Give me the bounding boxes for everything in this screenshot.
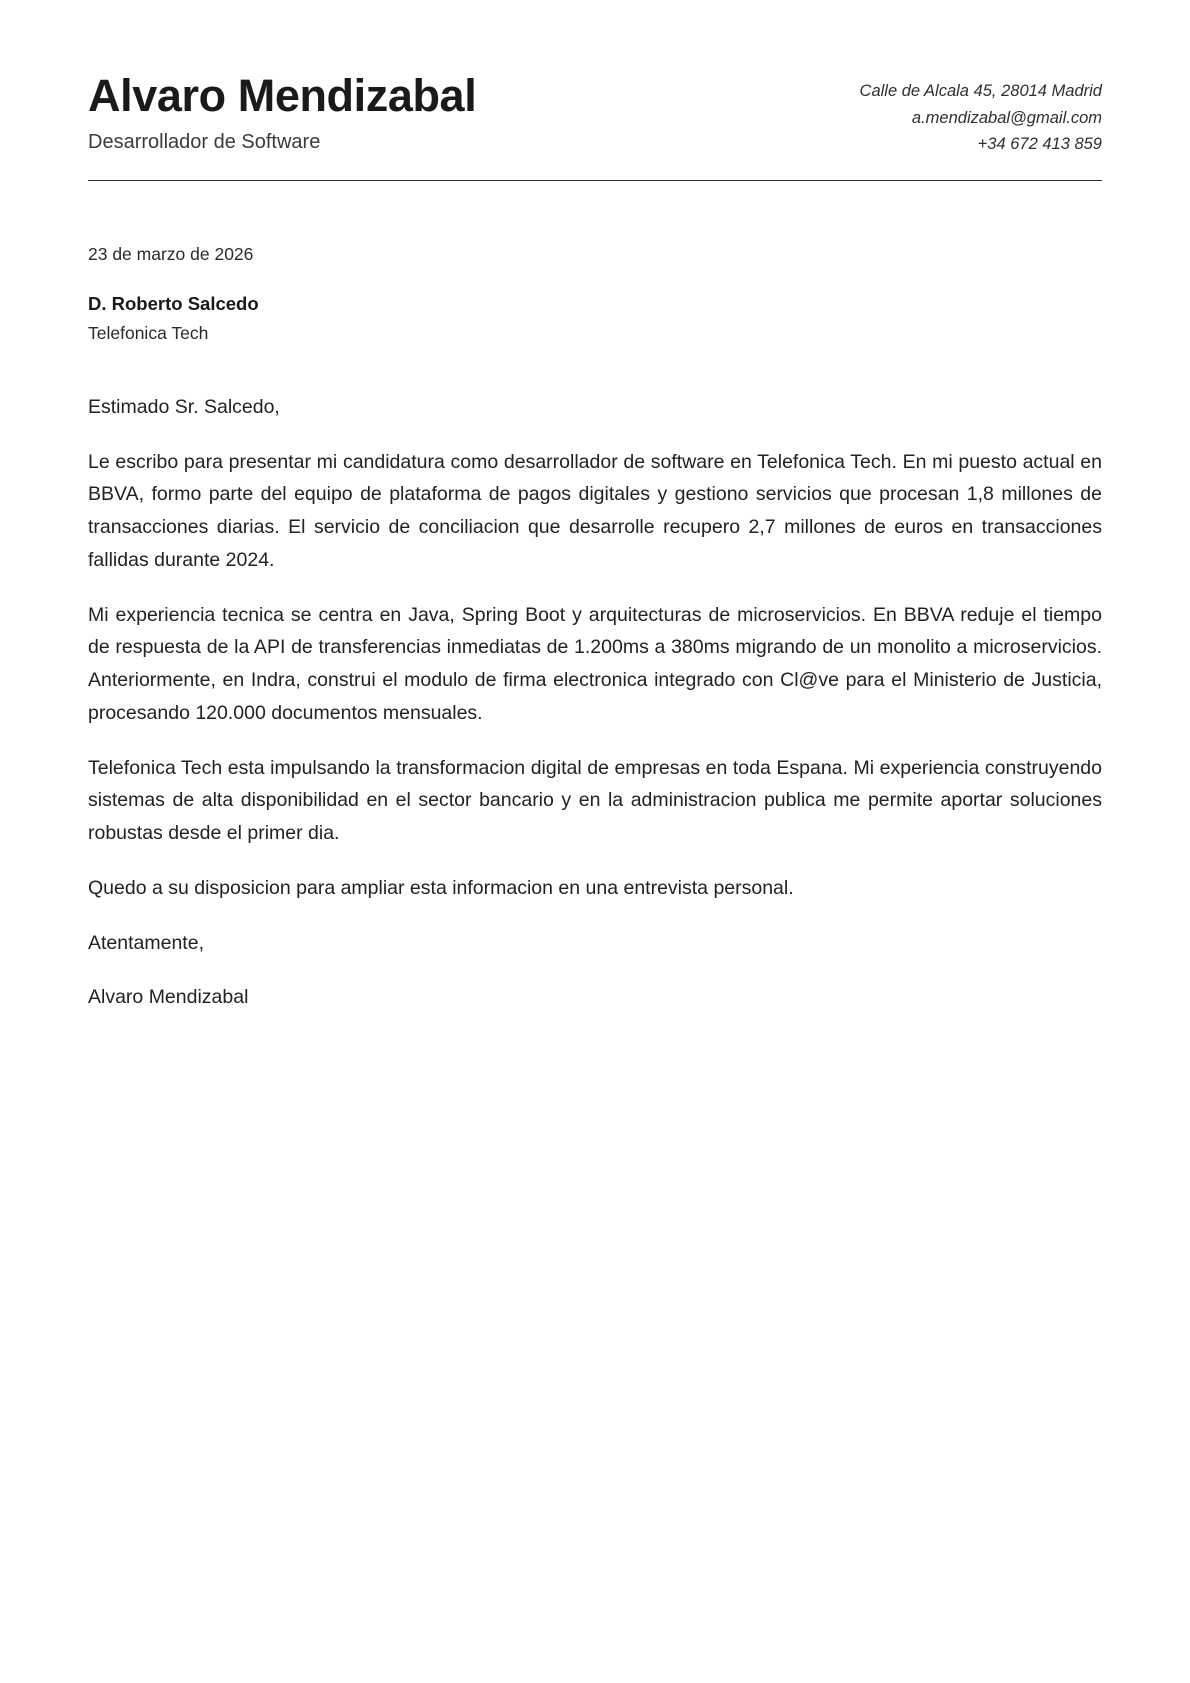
contact-address: Calle de Alcala 45, 28014 Madrid [859,82,1102,100]
contact-phone[interactable]: +34 672 413 859 [977,135,1102,154]
candidate-name: Alvaro Mendizabal [88,70,477,121]
recipient-name: D. Roberto Salcedo [88,292,259,314]
contact-details [860,62,1102,158]
letterhead [88,62,1102,180]
signature-name: Alvaro Mendizabal [88,986,249,1009]
body-paragraph: Telefonica Tech esta impulsando la transformacion digital de empresas en toda Espana. Mi experiencia construyendo sistemas de alta disponibilidad en el sector bancario y en la administracion publica me permite aportar soluciones robustas desde el primer dia. [88,756,1102,845]
salutation: Estimado Sr. Salcedo, [88,395,280,418]
header-divider [88,180,1102,181]
letter-meta [88,243,1102,345]
letter-body [88,392,1102,1015]
recipient-company: Telefonica Tech [88,322,209,343]
candidate-identity [88,62,476,154]
candidate-job-title: Desarrollador de Software [88,130,321,153]
body-paragraph: Le escribo para presentar mi candidatura como desarrollador de software en Telefonica Tech. En mi puesto actual en BBVA, formo parte del equipo de plataforma de pagos digitales y gestiono servicios que procesan 1,8 millones de transacciones diarias. El servicio de conciliacion que desarrolle recupero 2,7 millones de euros en transacciones fallidas durante 2024. [88,450,1102,571]
contact-email[interactable]: a.mendizabal@gmail.com [911,108,1102,127]
body-paragraph: Quedo a su disposicion para ampliar esta informacion en una entrevista personal. [88,876,794,899]
letter-date: 23 de marzo de 2026 [88,244,254,265]
body-paragraph: Mi experiencia tecnica se centra en Java, Spring Boot y arquitecturas de microservicios. En BBVA reduje el tiempo de respuesta de la API de transferencias inmediatas de 1.200ms a 380ms migrando de un monolito a microservicios. Anteriormente, en Indra, construi el modulo de firma electronica integrado con Cl@ve para el Ministerio de Justicia, procesando 120.000 documentos mensuales. [88,603,1102,724]
recipient-block [88,292,1102,346]
closing-salutation: Atentamente, [88,931,204,954]
